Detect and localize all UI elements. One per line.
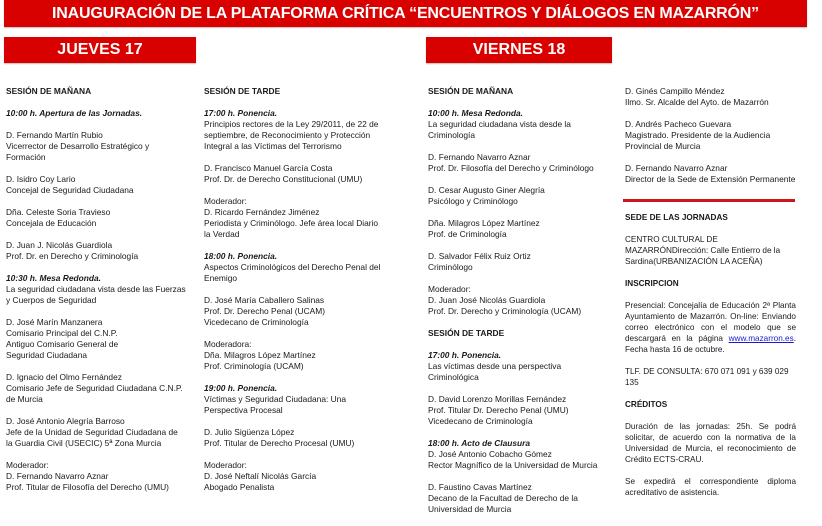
text-line: CENTRO CULTURAL DE MAZARRÓN bbox=[625, 235, 718, 255]
text-line: Aspectos Criminológicos del Derecho Penal del bbox=[204, 262, 381, 272]
text-line: Prof. Titular Dr. Derecho Penal (UMU) bbox=[428, 405, 569, 415]
text-line: D. Cesar Augusto Giner Alegría bbox=[428, 185, 545, 195]
speaker-block bbox=[204, 163, 404, 185]
text-line: D. Ricardo Fernández Jiménez bbox=[204, 207, 320, 217]
thursday-morning-column bbox=[6, 86, 196, 504]
text-line: Comisario Jefe de Seguridad Ciudadana C.N.P. bbox=[6, 383, 183, 393]
text-line: Abogado Penalista bbox=[204, 482, 275, 492]
event-block bbox=[204, 383, 404, 416]
event-description bbox=[6, 284, 196, 306]
text-line: (URBANIZACIÓN LA ACEÑA) bbox=[653, 257, 763, 266]
text-line: Moderador: bbox=[428, 284, 471, 294]
text-line: La seguridad ciudadana vista desde la bbox=[428, 119, 571, 129]
text-line: D. Isidro Coy Lario bbox=[6, 174, 76, 184]
text-line: D. Fernando Navarro Aznar bbox=[6, 471, 109, 481]
closing-speakers-column bbox=[625, 86, 797, 196]
text-line: Principios rectores de la Ley 29/2011, de 22 de bbox=[204, 119, 379, 129]
diploma-text: Se expedirá el correspondiente diploma acreditativo de asistencia. bbox=[625, 477, 796, 497]
speaker-block bbox=[428, 152, 618, 174]
text-line: D. Julio Sigüenza López bbox=[204, 427, 295, 437]
text-line: Prof. Titular de Derecho Procesal (UMU) bbox=[204, 438, 355, 448]
text-line: D. José Marín Manzanera bbox=[6, 317, 103, 327]
text-line: Enemigo bbox=[204, 273, 238, 283]
text-line: Moderador: bbox=[204, 460, 247, 470]
text-line: Magistrado. Presidente de la Audiencia bbox=[625, 130, 771, 140]
text-line: Periodista y Criminólogo. Jefe área local Diario bbox=[204, 218, 379, 228]
session-heading: SESIÓN DE MAÑANA bbox=[428, 86, 514, 96]
text-line: Perspectiva Procesal bbox=[204, 405, 283, 415]
text-line: Dña. Milagros López Martínez bbox=[204, 350, 316, 360]
text-line: y Cuerpos de Seguridad bbox=[6, 295, 97, 305]
website-link[interactable]: www.mazarron.es bbox=[728, 334, 794, 343]
speaker-block bbox=[428, 185, 618, 207]
text-line: Las víctimas desde una perspectiva bbox=[428, 361, 562, 371]
text-line: Dña. Celeste Soria Travieso bbox=[6, 207, 111, 217]
text-line: Criminológica bbox=[428, 372, 479, 382]
text-line: D. José María Caballero Salinas bbox=[204, 295, 325, 305]
credits-heading: CRÉDITOS bbox=[625, 400, 668, 409]
text-line: Prof. Criminología (UCAM) bbox=[204, 361, 304, 371]
speaker-block bbox=[6, 416, 196, 449]
event-time: 10:00 h. Mesa Redonda. bbox=[428, 108, 523, 118]
text-line: Psicólogo y Criminólogo bbox=[428, 196, 518, 206]
session-heading: SESIÓN DE TARDE bbox=[428, 328, 505, 338]
day-banner-thursday: JUEVES 17 bbox=[4, 37, 196, 63]
text-line: D. Ignacio del Olmo Fernández bbox=[6, 372, 122, 382]
speaker-block bbox=[428, 482, 618, 515]
text-line: Prof. Dr. de Derecho Constitucional (UMU) bbox=[204, 174, 363, 184]
text-line: La seguridad ciudadana vista desde las Fuerzas bbox=[6, 284, 186, 294]
event-time: 17:00 h. Ponencia. bbox=[428, 350, 502, 360]
event-description bbox=[428, 119, 618, 141]
event-time: 17:00 h. Ponencia. bbox=[204, 108, 278, 118]
speaker-block bbox=[625, 119, 797, 152]
text-line: Ilmo. Sr. Alcalde del Ayto. de Mazarrón bbox=[625, 97, 769, 107]
speaker-block bbox=[428, 449, 618, 471]
speaker-block bbox=[6, 317, 196, 361]
speaker-block bbox=[625, 86, 797, 108]
text-line: D. Francisco Manuel García Costa bbox=[204, 163, 333, 173]
text-line: Prof. Dr. Filosofía del Derecho y Criminólogo bbox=[428, 163, 594, 173]
speaker-block bbox=[428, 394, 618, 427]
speaker-block bbox=[6, 207, 196, 229]
text-line: Concejal de Seguridad Ciudadana bbox=[6, 185, 134, 195]
event-block bbox=[204, 251, 404, 284]
event-time: 18:00 h. Acto de Clausura bbox=[428, 438, 531, 448]
text-line: Universidad de Murcia bbox=[428, 504, 512, 514]
text-line: D. Faustino Cavas Martínez bbox=[428, 482, 532, 492]
event-time: 10:00 h. Apertura de las Jornadas. bbox=[6, 108, 143, 118]
text-line: Prof. Dr. Derecho y Criminología (UCAM) bbox=[428, 306, 582, 316]
text-line: Dña. Milagros López Martínez bbox=[428, 218, 540, 228]
text-line: Moderador: bbox=[204, 196, 247, 206]
text-line: Moderadora: bbox=[204, 339, 252, 349]
event-description bbox=[204, 262, 404, 284]
text-line: D. David Lorenzo Morillas Fernández bbox=[428, 394, 567, 404]
text-line: Moderador: bbox=[6, 460, 49, 470]
text-line: D. José Neftalí Nicolás García bbox=[204, 471, 317, 481]
friday-column bbox=[428, 86, 618, 526]
text-line: D. Juan J. Nicolás Guardiola bbox=[6, 240, 113, 250]
text-line: Decano de la Facultad de Derecho de la bbox=[428, 493, 578, 503]
text-line: Vicedecano de Criminología bbox=[204, 317, 309, 327]
credits-text: Duración de las jornadas: 25h. Se podrá solicitar, de acuerdo con la normativa de la Universidad de Murcia, el reconocimiento de Crédito ECTS-CRAU. bbox=[625, 422, 796, 464]
info-column bbox=[625, 212, 796, 509]
session-heading: SESIÓN DE MAÑANA bbox=[6, 86, 92, 96]
text-line: Criminología bbox=[428, 130, 476, 140]
text-line: D. Salvador Félix Ruiz Ortiz bbox=[428, 251, 531, 261]
day-banner-friday: VIERNES 18 bbox=[426, 37, 612, 63]
registration-deadline: . Fecha hasta 16 de octubre. bbox=[625, 334, 796, 354]
moderator-block bbox=[6, 460, 196, 493]
registration-heading: INSCRIPCION bbox=[625, 279, 679, 288]
speaker-block bbox=[428, 218, 618, 240]
event-block bbox=[204, 108, 404, 152]
text-line: Rector Magnífico de la Universidad de Murcia bbox=[428, 460, 598, 470]
event-description bbox=[204, 119, 404, 152]
text-line: Integral a las Víctimas del Terrorismo bbox=[204, 141, 342, 151]
speaker-block bbox=[625, 163, 797, 185]
text-line: Prof. de Criminología bbox=[428, 229, 507, 239]
speaker-block bbox=[204, 427, 404, 449]
text-line: D. Fernando Navarro Aznar bbox=[428, 152, 531, 162]
speaker-block bbox=[428, 251, 618, 273]
registration-in-person: Presencial: Concejalía de Educación 2ª Planta Ayuntamiento de Mazarrón. bbox=[625, 301, 796, 321]
text-line: Jefe de la Unidad de Seguridad Ciudadana de bbox=[6, 427, 178, 437]
text-line: D. Ginés Campillo Méndez bbox=[625, 86, 725, 96]
phone-info: TLF. DE CONSULTA: 670 071 091 y 639 029 135 bbox=[625, 367, 789, 387]
speaker-block bbox=[6, 174, 196, 196]
session-heading: SESIÓN DE TARDE bbox=[204, 86, 281, 96]
event-block bbox=[428, 438, 618, 471]
text-line: Formación bbox=[6, 152, 46, 162]
registration-online: On-line: Enviando correo electrónico con el modelo que se descargará en la página bbox=[625, 312, 796, 343]
event-description bbox=[428, 361, 618, 383]
moderator-block bbox=[428, 284, 618, 317]
text-line: Vicedecano de Criminología bbox=[428, 416, 533, 426]
text-line: D. Fernando Navarro Aznar bbox=[625, 163, 728, 173]
text-line: D. José Antonio Alegría Barroso bbox=[6, 416, 125, 426]
text-line: Director de la Sede de Extensión Permanente bbox=[625, 174, 796, 184]
text-line: D. Juan José Nicolás Guardiola bbox=[428, 295, 546, 305]
thursday-afternoon-column bbox=[204, 86, 404, 504]
text-line: septiembre, de Reconocimiento y Protección bbox=[204, 130, 371, 140]
text-line: Prof. Titular de Filosofía del Derecho (UMU) bbox=[6, 482, 169, 492]
text-line: la Verdad bbox=[204, 229, 240, 239]
text-line: de Murcia bbox=[6, 394, 43, 404]
venue-details bbox=[625, 234, 796, 267]
event-block bbox=[428, 108, 618, 141]
moderator-block bbox=[204, 196, 404, 240]
text-line: D. José Antonio Cobacho Gómez bbox=[428, 449, 552, 459]
text-line: Comisario Principal del C.N.P. bbox=[6, 328, 118, 338]
speaker-block bbox=[204, 295, 404, 328]
venue-heading: SEDE DE LAS JORNADAS bbox=[625, 213, 728, 222]
section-divider bbox=[623, 199, 795, 202]
speaker-block bbox=[6, 372, 196, 405]
text-line: Prof. Dr. en Derecho y Criminología bbox=[6, 251, 139, 261]
text-line: Prof. Dr. Derecho Penal (UCAM) bbox=[204, 306, 326, 316]
speaker-block bbox=[6, 130, 196, 163]
text-line: D. Andrés Pacheco Guevara bbox=[625, 119, 732, 129]
text-line: Concejala de Educación bbox=[6, 218, 97, 228]
title-banner: INAUGURACIÓN DE LA PLATAFORMA CRÍTICA “ENCUENTROS Y DIÁLOGOS EN MAZARRÓN” bbox=[4, 0, 807, 27]
moderator-block bbox=[204, 460, 404, 493]
event-time: 19:00 h. Ponencia. bbox=[204, 383, 278, 393]
speaker-block bbox=[6, 240, 196, 262]
text-line: D. Fernando Martín Rubio bbox=[6, 130, 103, 140]
text-line: Antiguo Comisario General de bbox=[6, 339, 119, 349]
text-line: Seguridad Ciudadana bbox=[6, 350, 88, 360]
text-line: Provincial de Murcia bbox=[625, 141, 701, 151]
text-line: Dirección: Calle Entierro de la Sardina bbox=[625, 246, 781, 266]
text-line: la Guardia Civil (USECIC) 5ª Zona Murcia bbox=[6, 438, 162, 448]
moderator-block bbox=[204, 339, 404, 372]
registration-details bbox=[625, 300, 796, 355]
text-line: Criminólogo bbox=[428, 262, 473, 272]
text-line: Víctimas y Seguridad Ciudadana: Una bbox=[204, 394, 346, 404]
event-block bbox=[6, 273, 196, 306]
event-time: 10:30 h. Mesa Redonda. bbox=[6, 273, 101, 283]
text-line: Vicerrector de Desarrollo Estratégico y bbox=[6, 141, 150, 151]
event-description bbox=[204, 394, 404, 416]
event-block bbox=[428, 350, 618, 383]
event-time: 18:00 h. Ponencia. bbox=[204, 251, 278, 261]
